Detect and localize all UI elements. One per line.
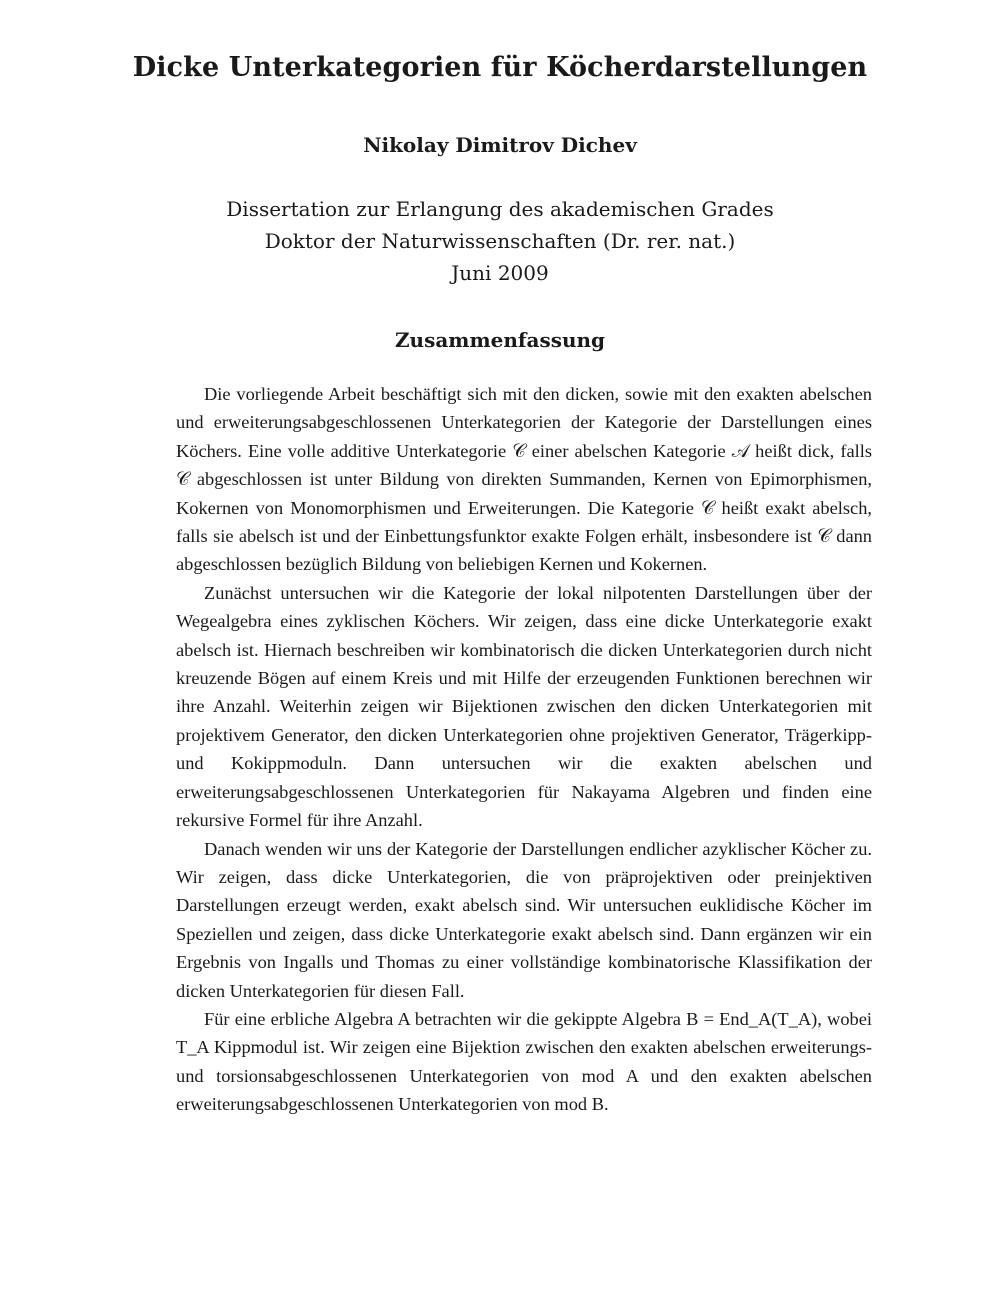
abstract-heading: Zusammenfassung — [394, 328, 606, 352]
abstract-paragraph: Für eine erbliche Algebra A betrachten wir die gekippte Algebra B = End_A(T_A), wobei T_A Kippmodul ist. Wir zeigen eine Bijektion zwischen den exakten abelschen erweiterungs- und torsionsabgeschlossenen Unterkategorien von mod A und den exakten abelschen erweiterungsabgeschlossenen Unterkategorien von mod B. — [176, 1008, 872, 1115]
abstract-paragraph: Danach wenden wir uns der Kategorie der Darstellungen endlicher azyklischer Köcher zu. Wir zeigen, dass dicke Unterkategorien, die von präprojektiven oder preinjektiven Darstellungen erzeugt werden, exakt abelsch sind. Wir untersuchen euklidische Köcher im Speziellen und zeigen, dass dicke Unterkategorie exakt abelsch sind. Dann ergänzen wir ein Ergebnis von Ingalls und Thomas zu einer vollständige kombinatorische Klassifikation der dicken Unterkategorien für diesen Fall. — [176, 838, 872, 1001]
thesis-degree-line: Dissertation zur Erlangung des akademischen Grades — [226, 197, 774, 221]
author-name: Nikolay Dimitrov Dichev — [363, 133, 637, 157]
abstract-paragraph: Die vorliegende Arbeit beschäftigt sich mit den dicken, sowie mit den exakten abelschen und erweiterungsabgeschlossenen Unterkategorien der Kategorie der Darstellungen eines Köchers. Eine volle additive Unterkategorie 𝒞 einer abelschen Kategorie 𝒜 heißt dick, falls 𝒞 abgeschlossen ist unter Bildung von direkten Summanden, Kernen von Epimorphismen, Kokernen von Monomorphismen und Erweiterungen. Die Kategorie 𝒞 heißt exakt abelsch, falls sie abelsch ist und der Einbettungsfunktor exakte Folgen erhält, insbesondere ist 𝒞 dann abgeschlossen bezüglich Bildung von beliebigen Kernen und Kokernen. — [176, 384, 872, 575]
abstract-paragraph: Zunächst untersuchen wir die Kategorie der lokal nilpotenten Darstellungen über der Wegealgebra eines zyklischen Köchers. Wir zeigen, dass eine dicke Unterkategorie exakt abelsch ist. Hiernach beschreiben wir kombinatorisch die dicken Unterkategorien durch nicht kreuzende Bögen auf einem Kreis und mit Hilfe der erzeugenden Funktionen berechnen wir ihre Anzahl. Weiterhin zeigen wir Bijektionen zwischen den dicken Unterkategorien mit projektivem Generator, den dicken Unterkategorien ohne projektiven Generator, Trägerkipp- und Kokippmoduln. Dann untersuchen wir die exakten abelschen und erweiterungsabgeschlossenen Unterkategorien für Nakayama Algebren und finden eine rekursive Formel für ihre Anzahl. — [176, 582, 872, 831]
thesis-title-line: Doktor der Naturwissenschaften (Dr. rer. nat.) — [264, 229, 736, 253]
thesis-date: Juni 2009 — [451, 261, 549, 285]
abstract-body — [176, 380, 872, 1119]
paper-title: Dicke Unterkategorien für Köcherdarstellungen — [132, 52, 868, 83]
thesis-info — [0, 193, 1000, 289]
